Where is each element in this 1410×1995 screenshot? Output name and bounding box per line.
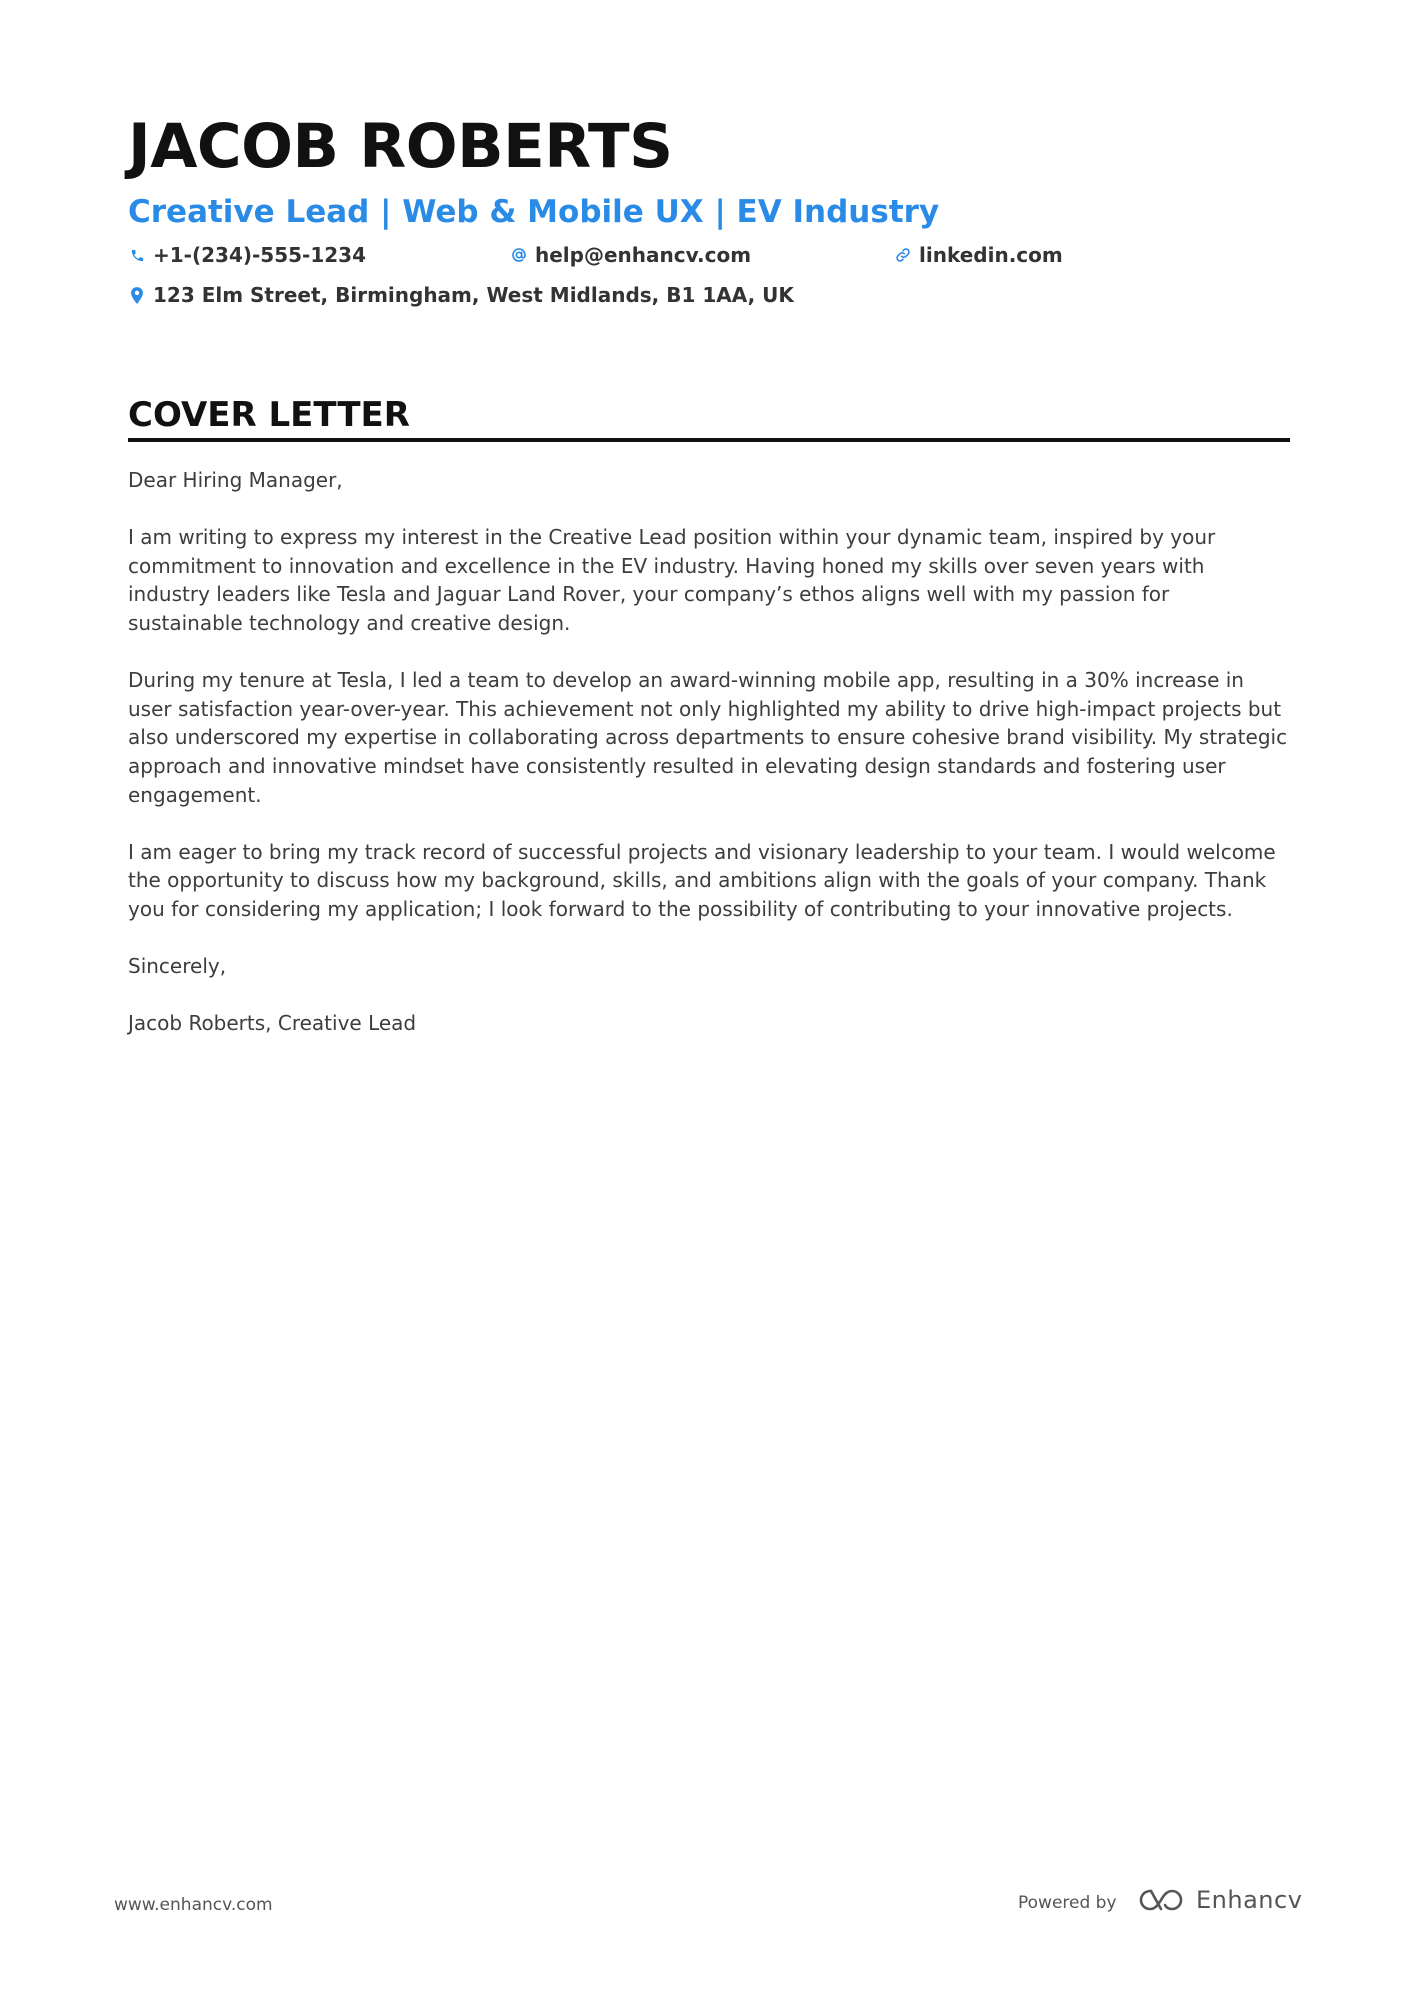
- link-icon: [894, 246, 912, 264]
- letter-paragraph: I am eager to bring my track record of successful projects and visionary leadership to your team. I would welcome the opportunity to discuss how my background, skills, and ambitions align with the goals of your company. Thank you for considering my application; I look forward to the possibility of contributing to your innovative projects.: [128, 839, 1276, 921]
- contact-linkedin-text[interactable]: linkedin.com: [919, 243, 1063, 267]
- contact-address: [128, 281, 794, 309]
- letter-paragraph: I am writing to express my interest in the Creative Lead position within your dynamic team, inspired by your commitment to innovation and excellence in the EV industry. Having honed my skills over seven years with industry leaders like Tesla and Jaguar Land Rover, your company’s ethos aligns well with my passion for sustainable technology and creative design.: [128, 525, 1216, 635]
- powered-by-label: Powered by: [1018, 1893, 1117, 1913]
- brand-name: Enhancv: [1196, 1886, 1303, 1914]
- contact-phone: [128, 241, 366, 269]
- letter-salutation: Dear Hiring Manager,: [128, 468, 343, 492]
- brand-logo[interactable]: [1138, 1886, 1302, 1914]
- letter-signature: Jacob Roberts, Creative Lead: [128, 1011, 417, 1036]
- phone-icon: [128, 246, 146, 264]
- letter-closing: Sincerely,: [128, 954, 227, 979]
- location-pin-icon: [128, 286, 146, 304]
- contact-linkedin: [894, 241, 1063, 269]
- footer-url[interactable]: www.enhancv.com: [114, 1895, 273, 1915]
- contact-address-text: 123 Elm Street, Birmingham, West Midlands, B1 1AA, UK: [153, 283, 794, 307]
- section-divider: [128, 438, 1290, 442]
- letter-body: [128, 466, 1290, 1066]
- enhancv-logo-icon: [1138, 1887, 1184, 1913]
- contact-email-text[interactable]: help@enhancv.com: [535, 243, 752, 267]
- section-title: COVER LETTER: [128, 395, 410, 435]
- candidate-headline: Creative Lead | Web & Mobile UX | EV Industry: [128, 194, 940, 230]
- at-icon: [510, 246, 528, 264]
- contact-email: [510, 241, 751, 269]
- letter-paragraph: During my tenure at Tesla, I led a team to develop an award-winning mobile app, resulting in a 30% increase in user satisfaction year-over-year. This achievement not only highlighted my ability to drive high-impact projects but also underscored my expertise in collaborating across departments to ensure cohesive brand visibility. My strategic approach and innovative mindset have consistently resulted in elevating design standards and fostering user engagement.: [128, 668, 1288, 807]
- contact-phone-text: +1-(234)-555-1234: [153, 243, 367, 267]
- candidate-name: JACOB ROBERTS: [128, 111, 673, 182]
